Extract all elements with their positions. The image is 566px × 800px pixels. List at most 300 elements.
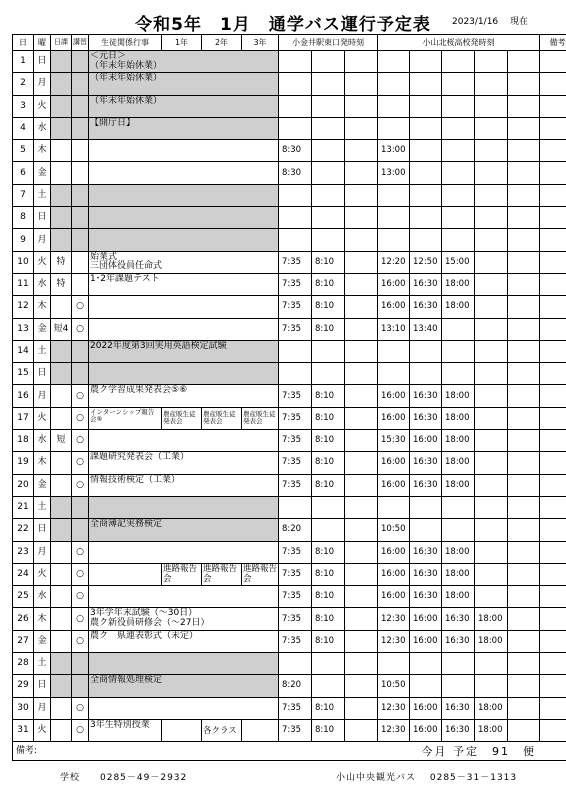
event-cell	[89, 363, 279, 385]
oyama-time-2: 16:30	[410, 385, 442, 407]
schedule-type-cell	[51, 162, 72, 184]
oyama-time-2	[410, 675, 442, 697]
schedule-type-cell	[51, 452, 72, 474]
koganei-time-1	[279, 363, 312, 385]
oyama-time-2: 16:30	[410, 407, 442, 429]
koganei-time-2	[312, 496, 345, 518]
day-cell: 3	[13, 95, 34, 117]
koganei-time-2: 8:10	[312, 273, 345, 295]
oyama-time-5	[508, 586, 540, 608]
koganei-time-3	[345, 407, 378, 429]
oyama-time-5	[508, 51, 540, 73]
schedule-type-cell	[51, 229, 72, 251]
day-cell: 7	[13, 184, 34, 206]
schedule-type-cell	[51, 541, 72, 563]
header-jugyo: 日課	[51, 35, 72, 51]
course-mark-cell	[72, 73, 89, 95]
day-cell: 14	[13, 340, 34, 362]
koganei-time-2	[312, 117, 345, 139]
schedule-type-cell	[51, 363, 72, 385]
oyama-time-3	[442, 162, 475, 184]
koganei-time-1: 7:35	[279, 697, 312, 719]
header-remarks: 備考	[540, 35, 566, 51]
oyama-time-1: 10:50	[378, 519, 410, 541]
grade2-event-cell: 進路報告会	[202, 563, 242, 585]
oyama-time-4	[475, 95, 508, 117]
koganei-time-1	[279, 653, 312, 675]
oyama-time-4	[475, 318, 508, 340]
weekday-cell: 火	[34, 563, 51, 585]
oyama-time-2	[410, 117, 442, 139]
event-cell: 全商情報処理検定	[89, 675, 279, 697]
oyama-time-4: 18:00	[475, 630, 508, 652]
oyama-time-5	[508, 296, 540, 318]
oyama-time-2: 16:30	[410, 452, 442, 474]
oyama-time-1	[378, 207, 410, 229]
course-mark-cell: ○	[72, 541, 89, 563]
oyama-time-1: 16:00	[378, 563, 410, 585]
oyama-time-3	[442, 340, 475, 362]
koganei-time-3	[345, 273, 378, 295]
course-mark-cell	[72, 363, 89, 385]
oyama-time-5	[508, 630, 540, 652]
remarks-cell	[540, 95, 566, 117]
course-mark-cell	[72, 95, 89, 117]
koganei-time-1	[279, 51, 312, 73]
course-mark-cell	[72, 162, 89, 184]
koganei-time-2	[312, 229, 345, 251]
oyama-time-2: 16:30	[410, 563, 442, 585]
oyama-time-3: 16:30	[442, 697, 475, 719]
weekday-cell: 日	[34, 51, 51, 73]
koganei-time-3	[345, 184, 378, 206]
koganei-time-1	[279, 340, 312, 362]
remarks-cell	[540, 162, 566, 184]
table-row	[13, 697, 566, 719]
oyama-time-2: 16:30	[410, 541, 442, 563]
header-dow: 曜	[34, 35, 51, 51]
oyama-time-3: 18:00	[442, 563, 475, 585]
oyama-time-5	[508, 407, 540, 429]
oyama-time-1: 16:00	[378, 474, 410, 496]
weekday-cell: 月	[34, 697, 51, 719]
oyama-time-2: 12:50	[410, 251, 442, 273]
oyama-time-4	[475, 452, 508, 474]
event-cell	[89, 162, 279, 184]
koganei-time-3	[345, 586, 378, 608]
course-mark-cell: ○	[72, 318, 89, 340]
course-mark-cell	[72, 207, 89, 229]
remarks-cell	[540, 273, 566, 295]
page-title: 令和5年 1月 通学バス運行予定表	[135, 15, 431, 35]
koganei-time-3	[345, 340, 378, 362]
oyama-time-4	[475, 563, 508, 585]
table-row	[13, 719, 566, 741]
event-cell	[89, 563, 162, 585]
koganei-time-3	[345, 474, 378, 496]
grade1-event-cell: 進路報告会	[162, 563, 202, 585]
oyama-time-2: 16:30	[410, 474, 442, 496]
course-mark-cell: ○	[72, 407, 89, 429]
oyama-time-2	[410, 162, 442, 184]
koganei-time-3	[345, 318, 378, 340]
weekday-cell: 木	[34, 140, 51, 162]
table-row	[13, 385, 566, 407]
day-cell: 1	[13, 51, 34, 73]
grade1-event-cell: 農産販生徒発表会	[162, 407, 202, 429]
oyama-time-1: 10:50	[378, 675, 410, 697]
course-mark-cell: ○	[72, 697, 89, 719]
koganei-time-1: 7:35	[279, 630, 312, 652]
oyama-time-3	[442, 653, 475, 675]
schedule-type-cell	[51, 407, 72, 429]
weekday-cell: 火	[34, 95, 51, 117]
schedule-type-cell: 特	[51, 273, 72, 295]
schedule-type-cell	[51, 140, 72, 162]
header-events: 生徒関係行事	[89, 35, 162, 51]
koganei-time-2	[312, 363, 345, 385]
grade3-event-cell	[242, 719, 279, 741]
day-cell: 28	[13, 653, 34, 675]
oyama-time-4: 18:00	[475, 697, 508, 719]
oyama-time-3	[442, 675, 475, 697]
koganei-time-2	[312, 653, 345, 675]
remarks-cell	[540, 363, 566, 385]
header-oyama-departures: 小山北桜高校発時刻	[378, 35, 540, 51]
oyama-time-5	[508, 452, 540, 474]
koganei-time-2	[312, 73, 345, 95]
table-row	[13, 430, 566, 452]
weekday-cell: 金	[34, 474, 51, 496]
oyama-time-2	[410, 95, 442, 117]
oyama-time-4	[475, 207, 508, 229]
oyama-time-1	[378, 229, 410, 251]
oyama-time-1: 12:30	[378, 630, 410, 652]
koganei-time-1: 7:35	[279, 407, 312, 429]
koganei-time-2: 8:10	[312, 630, 345, 652]
schedule-type-cell	[51, 73, 72, 95]
table-row	[13, 273, 566, 295]
weekday-cell: 月	[34, 385, 51, 407]
oyama-time-1	[378, 51, 410, 73]
remarks-cell	[540, 207, 566, 229]
table-row	[13, 162, 566, 184]
oyama-time-5	[508, 496, 540, 518]
weekday-cell: 土	[34, 340, 51, 362]
oyama-time-4	[475, 340, 508, 362]
event-cell	[89, 430, 279, 452]
event-cell: 農ク 県連表彰式（未定）	[89, 630, 279, 652]
koganei-time-1: 7:35	[279, 251, 312, 273]
koganei-time-2	[312, 675, 345, 697]
oyama-time-4	[475, 653, 508, 675]
oyama-time-5	[508, 719, 540, 741]
koganei-time-3	[345, 519, 378, 541]
course-mark-cell: ○	[72, 719, 89, 741]
remarks-cell	[540, 630, 566, 652]
school-phone: 学校 0285－49－2932	[60, 773, 188, 783]
koganei-time-2: 8:10	[312, 719, 345, 741]
weekday-cell: 月	[34, 541, 51, 563]
koganei-time-3	[345, 563, 378, 585]
remarks-cell	[540, 653, 566, 675]
event-cell	[89, 496, 279, 518]
oyama-time-4	[475, 363, 508, 385]
oyama-time-2	[410, 184, 442, 206]
weekday-cell: 土	[34, 496, 51, 518]
day-cell: 21	[13, 496, 34, 518]
oyama-time-2	[410, 73, 442, 95]
koganei-time-3	[345, 95, 378, 117]
koganei-time-1: 7:35	[279, 608, 312, 630]
table-row	[13, 95, 566, 117]
oyama-time-5	[508, 563, 540, 585]
weekday-cell: 水	[34, 586, 51, 608]
schedule-type-cell	[51, 296, 72, 318]
oyama-time-5	[508, 117, 540, 139]
oyama-time-3	[442, 229, 475, 251]
oyama-time-4: 18:00	[475, 608, 508, 630]
koganei-time-1: 7:35	[279, 273, 312, 295]
table-row	[13, 318, 566, 340]
remarks-cell	[540, 229, 566, 251]
koganei-time-2: 8:10	[312, 251, 345, 273]
koganei-time-1: 7:35	[279, 296, 312, 318]
table-row	[13, 541, 566, 563]
oyama-time-1: 13:00	[378, 162, 410, 184]
oyama-time-5	[508, 541, 540, 563]
day-cell: 12	[13, 296, 34, 318]
day-cell: 24	[13, 563, 34, 585]
table-row	[13, 563, 566, 585]
koganei-time-3	[345, 296, 378, 318]
koganei-time-1	[279, 184, 312, 206]
oyama-time-2: 13:40	[410, 318, 442, 340]
oyama-time-1: 16:00	[378, 296, 410, 318]
oyama-time-4	[475, 229, 508, 251]
koganei-time-2: 8:10	[312, 563, 345, 585]
oyama-time-3	[442, 140, 475, 162]
event-cell	[89, 697, 279, 719]
grade1-event-cell	[162, 719, 202, 741]
oyama-time-1: 12:30	[378, 608, 410, 630]
remarks-cell	[540, 719, 566, 741]
oyama-time-2	[410, 229, 442, 251]
oyama-time-4	[475, 519, 508, 541]
oyama-time-4	[475, 162, 508, 184]
table-row	[13, 452, 566, 474]
koganei-time-3	[345, 117, 378, 139]
day-cell: 9	[13, 229, 34, 251]
oyama-time-3: 18:00	[442, 474, 475, 496]
koganei-time-2: 8:10	[312, 296, 345, 318]
oyama-time-3: 16:30	[442, 719, 475, 741]
oyama-time-1: 16:00	[378, 385, 410, 407]
koganei-time-1	[279, 207, 312, 229]
weekday-cell: 土	[34, 653, 51, 675]
oyama-time-1: 16:00	[378, 452, 410, 474]
koganei-time-1	[279, 73, 312, 95]
weekday-cell: 土	[34, 184, 51, 206]
table-row	[13, 251, 566, 273]
remarks-cell	[540, 407, 566, 429]
koganei-time-3	[345, 385, 378, 407]
oyama-time-3	[442, 95, 475, 117]
remarks-cell	[540, 496, 566, 518]
course-mark-cell	[72, 140, 89, 162]
day-cell: 2	[13, 73, 34, 95]
koganei-time-1: 7:35	[279, 385, 312, 407]
day-cell: 10	[13, 251, 34, 273]
day-cell: 18	[13, 430, 34, 452]
weekday-cell: 金	[34, 630, 51, 652]
oyama-time-5	[508, 251, 540, 273]
weekday-cell: 日	[34, 519, 51, 541]
koganei-time-1: 8:20	[279, 519, 312, 541]
weekday-cell: 火	[34, 719, 51, 741]
table-row	[13, 407, 566, 429]
koganei-time-3	[345, 697, 378, 719]
koganei-time-3	[345, 207, 378, 229]
remarks-cell	[540, 117, 566, 139]
day-cell: 19	[13, 452, 34, 474]
oyama-time-2	[410, 340, 442, 362]
course-mark-cell: ○	[72, 385, 89, 407]
oyama-time-5	[508, 162, 540, 184]
koganei-time-3	[345, 430, 378, 452]
oyama-time-2: 16:00	[410, 697, 442, 719]
oyama-time-5	[508, 608, 540, 630]
oyama-time-1	[378, 73, 410, 95]
remarks-cell	[540, 697, 566, 719]
oyama-time-2	[410, 653, 442, 675]
oyama-time-3: 18:00	[442, 430, 475, 452]
koganei-time-2: 8:10	[312, 474, 345, 496]
day-cell: 6	[13, 162, 34, 184]
weekday-cell: 火	[34, 251, 51, 273]
oyama-time-4	[475, 251, 508, 273]
oyama-time-5	[508, 474, 540, 496]
event-cell: 2022年度第3回実用英語検定試験	[89, 340, 279, 362]
oyama-time-2: 16:30	[410, 273, 442, 295]
koganei-time-2	[312, 140, 345, 162]
schedule-type-cell	[51, 653, 72, 675]
day-cell: 30	[13, 697, 34, 719]
day-cell: 23	[13, 541, 34, 563]
grade2-event-cell: 各クラス	[202, 719, 242, 741]
remarks-cell	[540, 563, 566, 585]
table-row	[13, 207, 566, 229]
oyama-time-5	[508, 363, 540, 385]
oyama-time-2	[410, 363, 442, 385]
course-mark-cell: ○	[72, 430, 89, 452]
koganei-time-1: 7:35	[279, 318, 312, 340]
table-row	[13, 296, 566, 318]
day-cell: 29	[13, 675, 34, 697]
oyama-time-3	[442, 363, 475, 385]
oyama-time-3: 18:00	[442, 273, 475, 295]
oyama-time-4	[475, 140, 508, 162]
footer-row	[13, 742, 566, 761]
event-cell: 【開庁日】	[89, 117, 279, 139]
schedule-type-cell	[51, 697, 72, 719]
day-cell: 25	[13, 586, 34, 608]
course-mark-cell	[72, 184, 89, 206]
oyama-time-3: 18:00	[442, 586, 475, 608]
remarks-cell	[540, 474, 566, 496]
course-mark-cell	[72, 675, 89, 697]
oyama-time-5	[508, 340, 540, 362]
oyama-time-4	[475, 675, 508, 697]
oyama-time-5	[508, 140, 540, 162]
oyama-time-3: 18:00	[442, 385, 475, 407]
schedule-type-cell: 短4	[51, 318, 72, 340]
table-row	[13, 340, 566, 362]
event-cell	[89, 229, 279, 251]
remarks-cell	[540, 430, 566, 452]
event-cell: インターンシップ報告会⑤	[89, 407, 162, 429]
oyama-time-3	[442, 117, 475, 139]
table-row	[13, 117, 566, 139]
remarks-cell	[540, 184, 566, 206]
oyama-time-2	[410, 51, 442, 73]
day-cell: 5	[13, 140, 34, 162]
oyama-time-5	[508, 95, 540, 117]
oyama-time-4	[475, 541, 508, 563]
weekday-cell: 日	[34, 207, 51, 229]
oyama-time-1	[378, 653, 410, 675]
event-cell: ＜元日＞ （年末年始休業）	[89, 51, 279, 73]
day-cell: 11	[13, 273, 34, 295]
oyama-time-3	[442, 51, 475, 73]
oyama-time-4	[475, 430, 508, 452]
koganei-time-1	[279, 95, 312, 117]
koganei-time-3	[345, 541, 378, 563]
bus-company-phone: 小山中央観光バス 0285－31－1313	[336, 773, 518, 783]
schedule-type-cell	[51, 586, 72, 608]
oyama-time-4	[475, 385, 508, 407]
koganei-time-3	[345, 51, 378, 73]
table-row	[13, 675, 566, 697]
remarks-cell	[540, 73, 566, 95]
remarks-cell	[540, 675, 566, 697]
oyama-time-4	[475, 296, 508, 318]
course-mark-cell: ○	[72, 474, 89, 496]
schedule-type-cell	[51, 117, 72, 139]
course-mark-cell: ○	[72, 608, 89, 630]
oyama-time-4	[475, 117, 508, 139]
notes-label: 備考:	[16, 745, 38, 756]
koganei-time-3	[345, 162, 378, 184]
koganei-time-1: 7:35	[279, 541, 312, 563]
oyama-time-3: 18:00	[442, 541, 475, 563]
oyama-time-1	[378, 184, 410, 206]
oyama-time-1: 16:00	[378, 407, 410, 429]
grade3-event-cell: 農産販生徒発表会	[242, 407, 279, 429]
koganei-time-3	[345, 653, 378, 675]
course-mark-cell	[72, 340, 89, 362]
remarks-cell	[540, 51, 566, 73]
koganei-time-2	[312, 162, 345, 184]
koganei-time-1: 7:35	[279, 563, 312, 585]
koganei-time-3	[345, 630, 378, 652]
schedule-type-cell: 短	[51, 430, 72, 452]
event-cell	[89, 653, 279, 675]
remarks-cell	[540, 385, 566, 407]
oyama-time-1: 12:30	[378, 719, 410, 741]
koganei-time-2: 8:10	[312, 452, 345, 474]
course-mark-cell	[72, 519, 89, 541]
